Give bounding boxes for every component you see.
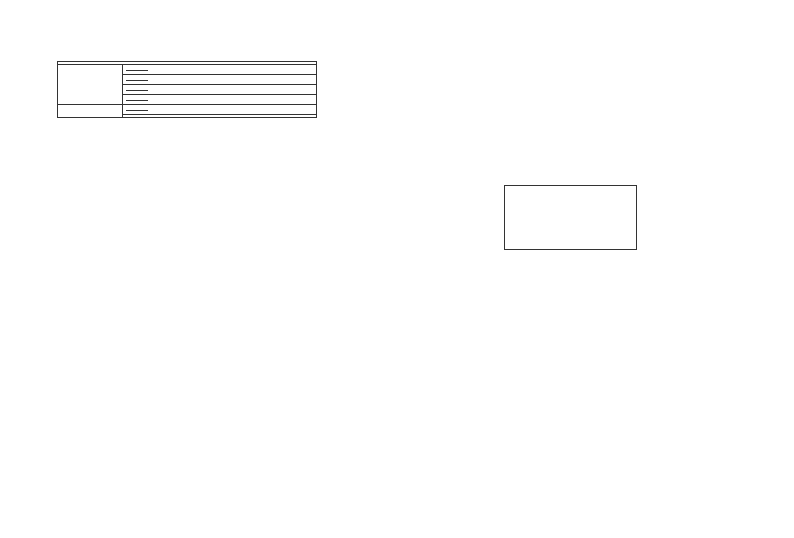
suggestions-label: [58, 105, 123, 118]
facts-label: [58, 65, 123, 105]
facts-row-0: [123, 65, 317, 75]
facts-row-3: [123, 95, 317, 105]
suggestions-row-1: [123, 115, 317, 118]
facts-row-2: [123, 85, 317, 95]
facts-row-1: [123, 75, 317, 85]
suggestions-row-0: [123, 105, 317, 115]
blank-30: [126, 110, 148, 111]
blank-29: [126, 100, 148, 101]
wild-animals-table: [57, 61, 317, 118]
blank-28: [126, 90, 148, 91]
right-page: [397, 0, 794, 538]
blank-27: [126, 80, 148, 81]
answer-option-box: [504, 185, 637, 250]
blank-26: [126, 70, 148, 71]
